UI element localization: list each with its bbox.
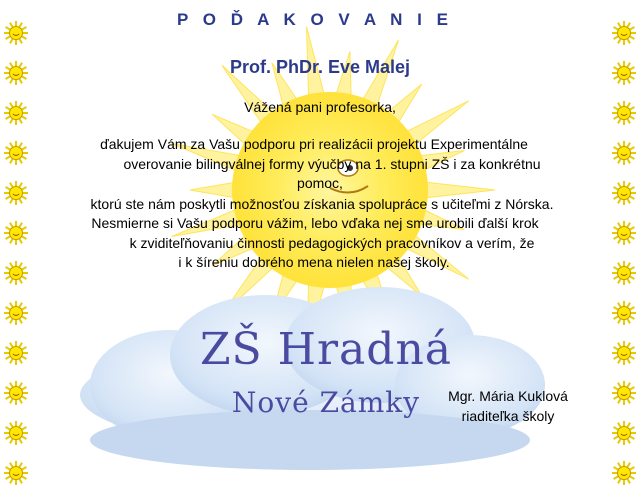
body-line: k zviditeľňovaniu činnosti pedagogických pracovníkov a verím, že: [129, 235, 535, 251]
border-sun-icon: [3, 460, 29, 486]
body-line: overovanie bilingválnej formy výučby na 1. stupni ZŠ i za konkrétnu: [123, 156, 541, 172]
border-sun-icon: [611, 300, 637, 326]
body-line: i k šíreniu dobrého mena nielen našej školy.: [178, 254, 450, 270]
border-sun-icon: [3, 340, 29, 366]
body-line: Nesmierne si Vašu podporu vážim, lebo vďaka nej sme urobili ďalší krok: [91, 215, 539, 231]
border-sun-icon: [611, 420, 637, 446]
school-logo-subtitle: Nové Zámky: [231, 386, 421, 419]
cloud-shape: [80, 287, 545, 470]
border-sun-icon: [3, 420, 29, 446]
border-sun-icon: [611, 460, 637, 486]
school-logo-title: ZŠ Hradná: [199, 324, 453, 375]
recipient-name: Prof. PhDr. Eve Malej: [229, 57, 411, 77]
signature-block: [418, 386, 598, 426]
page-title: P O Ď A K O V A N I E: [177, 10, 453, 29]
signer-role: riaditeľka školy: [461, 408, 555, 424]
border-sun-icon: [611, 380, 637, 406]
body-line: pomoc,: [297, 175, 343, 191]
border-sun-icon: [3, 380, 29, 406]
border-sun-icon: [611, 340, 637, 366]
border-sun-icon: [3, 300, 29, 326]
signer-name: Mgr. Mária Kuklová: [448, 388, 568, 404]
body-line: ktorú ste nám poskytli možnosťou získania spolupráce s učiteľmi z Nórska.: [90, 196, 554, 212]
body-line: ďakujem Vám za Vašu podporu pri realizácii projektu Experimentálne: [100, 136, 528, 152]
greeting: Vážená pani profesorka,: [244, 99, 396, 115]
